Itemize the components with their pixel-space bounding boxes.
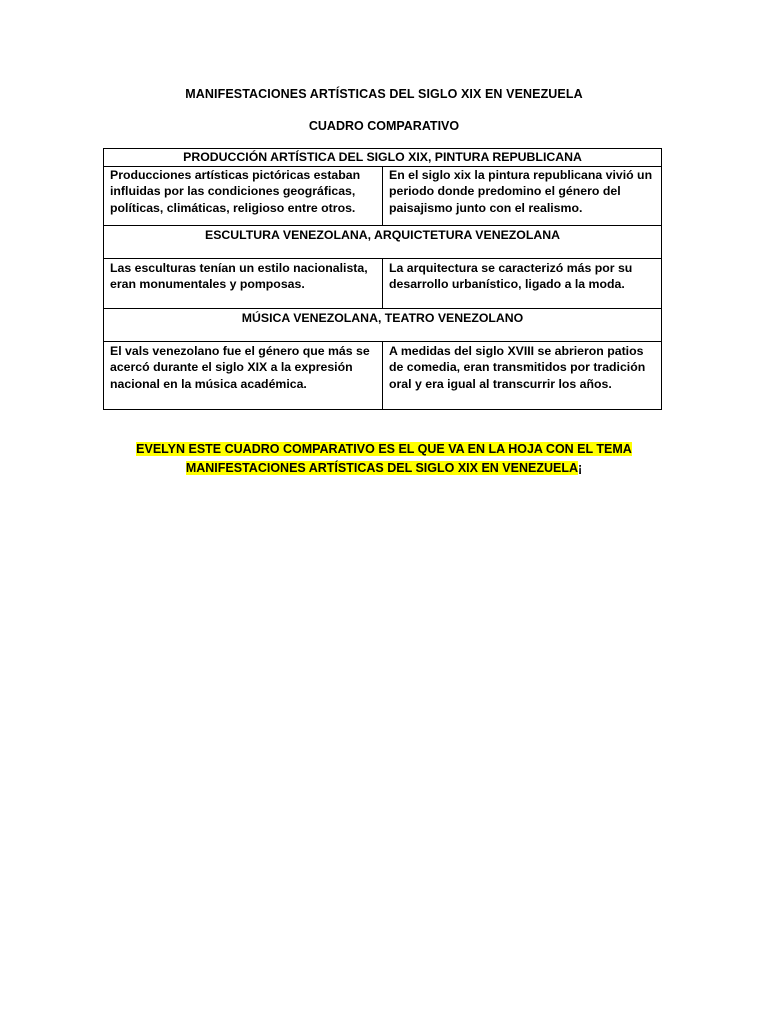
table-section-header-row [104,308,662,341]
table-cell-left: Producciones artísticas pictóricas estaban influidas por las condiciones geográficas, políticas, climáticas, religioso entre otros. [104,166,383,225]
note-line-1: EVELYN ESTE CUADRO COMPARATIVO ES EL QUE VA EN LA HOJA CON EL TEMA [136,442,632,456]
section-header-sculpture [104,225,662,258]
table-cell-right: A medidas del siglo XVIII se abrieron patios de comedia, eran transmitidos por tradición oral y era igual al transcurrir los años. [383,341,662,409]
table-row [104,341,662,409]
highlighted-note [0,440,768,478]
note-line-2: MANIFESTACIONES ARTÍSTICAS DEL SIGLO XIX EN VENEZUELA [185,461,578,475]
table-cell-left: El vals venezolano fue el género que más se acercó durante el siglo XIX a la expresión nacional en la música académica. [104,341,383,409]
comparison-table [103,148,662,410]
table-section-header-row [104,149,662,167]
document-subtitle: CUADRO COMPARATIVO [308,119,460,133]
note-trailing-mark: ¡ [578,461,583,475]
table-section-header-row [104,225,662,258]
table-row [104,166,662,225]
table-row [104,258,662,308]
section-header-label: MÚSICA VENEZOLANA, TEATRO VENEZOLANO [241,310,524,325]
table-cell-right: En el siglo xix la pintura republicana vivió un periodo donde predomino el género del paisajismo junto con el realismo. [383,166,662,225]
section-header-painting [104,149,662,167]
table-cell-left: Las esculturas tenían un estilo nacionalista, eran monumentales y pomposas. [104,258,383,308]
section-header-label: PRODUCCIÓN ARTÍSTICA DEL SIGLO XIX, PINTURA REPUBLICANA [183,150,582,164]
document-title: MANIFESTACIONES ARTÍSTICAS DEL SIGLO XIX EN VENEZUELA [185,87,583,101]
section-header-music [104,308,662,341]
section-header-label: ESCULTURA VENEZOLANA, ARQUICTETURA VENEZOLANA [205,227,561,242]
table-cell-right: La arquitectura se caracterizó más por su desarrollo urbanístico, ligado a la moda. [383,258,662,308]
